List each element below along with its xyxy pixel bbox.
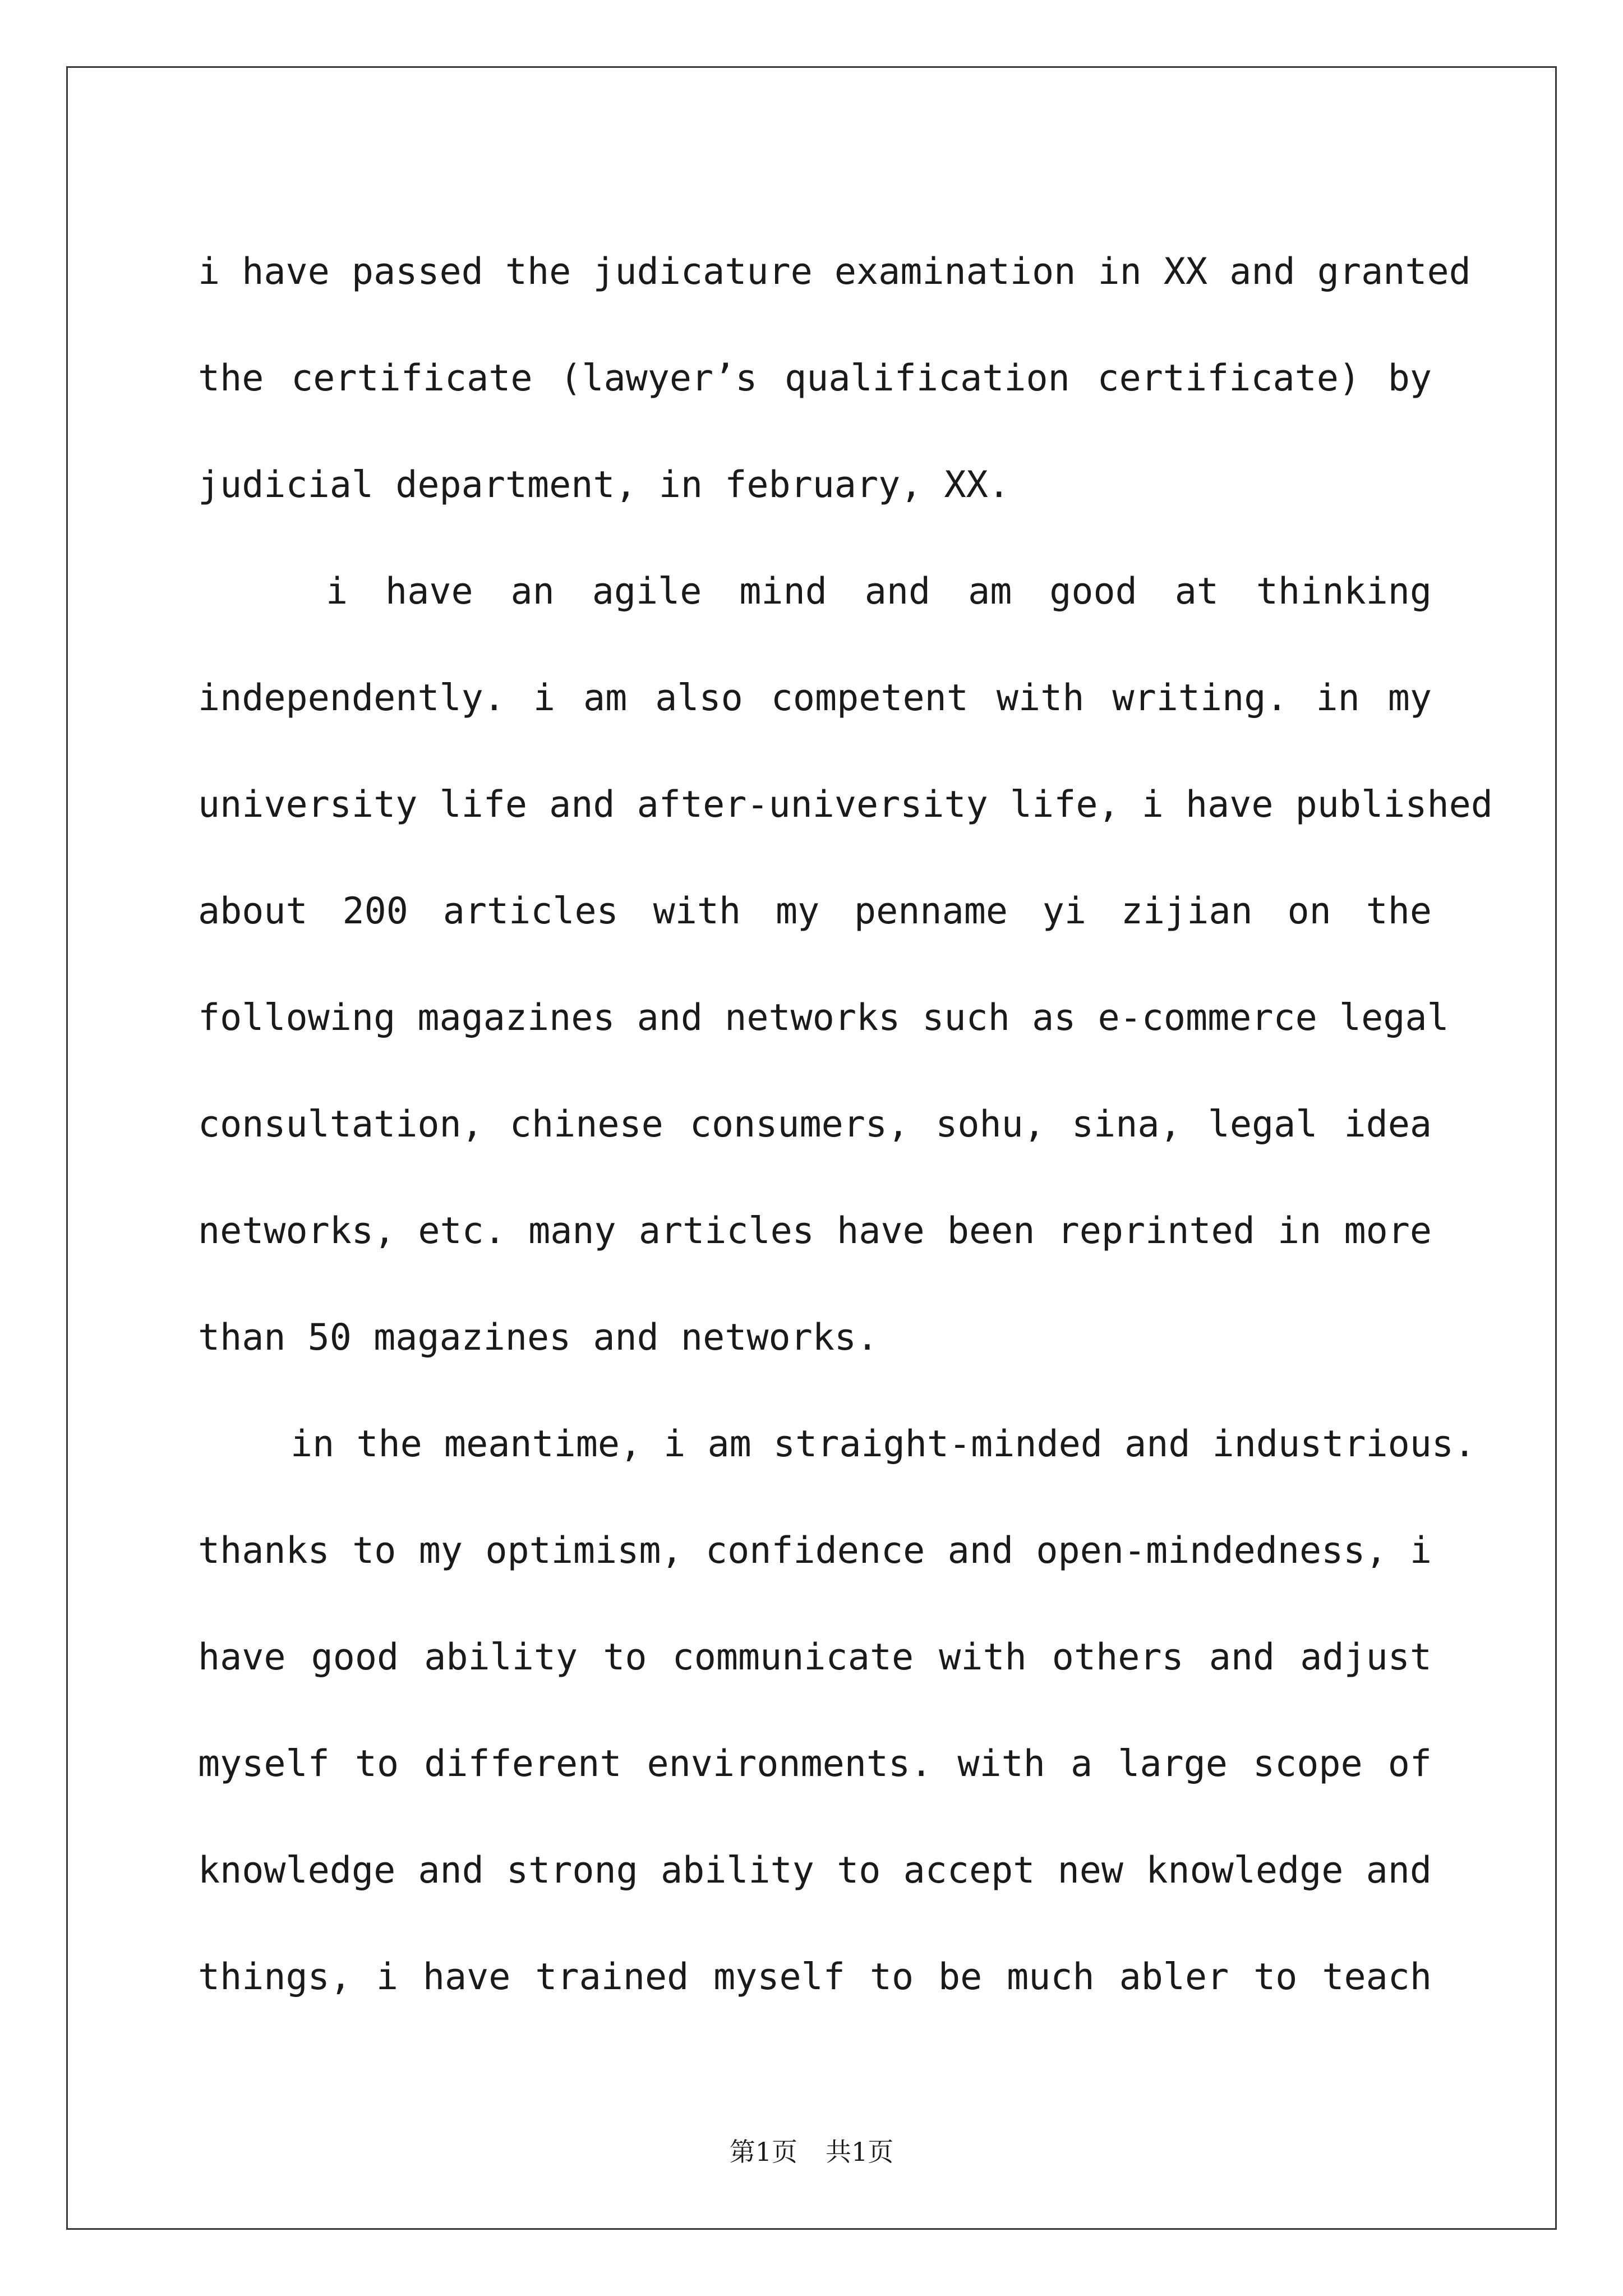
text-line: networks, etc. many articles have been reprinted in more	[198, 1210, 1432, 1252]
text-line: myself to different environments. with a large scope of	[198, 1743, 1432, 1785]
text-line: judicial department, in february, XX.	[198, 464, 1010, 506]
text-line: than 50 magazines and networks.	[198, 1317, 879, 1359]
text-line: following magazines and networks such as e-commerce legal	[198, 997, 1449, 1039]
text-line: about 200 articles with my penname yi zijian on the	[198, 890, 1432, 932]
text-line: knowledge and strong ability to accept new knowledge and	[198, 1849, 1432, 1892]
text-line: thanks to my optimism, confidence and open-mindedness, i	[198, 1530, 1432, 1572]
text-line: have good ability to communicate with others and adjust	[198, 1636, 1432, 1678]
text-line: independently. i am also competent with writing. in my	[198, 677, 1432, 719]
text-line: i have an agile mind and am good at thinking	[326, 570, 1432, 613]
page-footer	[0, 2132, 1623, 2169]
text-line: things, i have trained myself to be much abler to teach	[198, 1956, 1432, 1998]
text-line: university life and after-university life, i have published	[198, 784, 1493, 826]
text-line: consultation, chinese consumers, sohu, sina, legal idea	[198, 1103, 1432, 1145]
document-body	[198, 219, 1493, 2031]
text-line: in the meantime, i am straight-minded and industrious.	[291, 1423, 1476, 1465]
page-number-total: 共1页	[826, 2137, 894, 2167]
text-line: i have passed the judicature examination in XX and granted	[198, 251, 1471, 293]
page-number-current: 第1页	[729, 2137, 797, 2167]
text-line: the certificate (lawyer’s qualification certificate) by	[198, 357, 1432, 399]
